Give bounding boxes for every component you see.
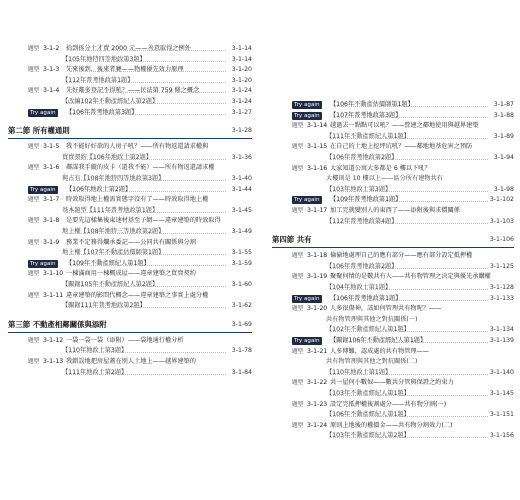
toc-subline [0,153,258,163]
entry-text: 【106年不動產經紀人第1題】 [326,411,410,419]
page-number: 3-1-145 [489,390,514,397]
entry-text: 越過去一點點可以吼？——營建之鄰地使用與越界建築 [330,122,479,130]
entry-text: 【104年地政士第1題】 [326,284,392,291]
question-code: 3-1-3 [43,66,60,74]
page-number: 3-1-27 [231,108,252,116]
question-type-label: 題型 [28,144,40,151]
entry-text: 在自己的土地上挖坪坑吼？——鄰地地基危害之預防 [330,143,473,151]
toc-subline [0,301,258,311]
toc-entry [264,206,520,216]
question-type-label: 題型 [28,165,40,172]
question-type-label: 題型 [28,218,40,225]
try-again-badge: Try again [294,112,320,119]
leader-dots [66,307,226,308]
question-type-label: 題型 [292,274,304,281]
leader-dots [330,268,488,269]
page-number: 3-1-60 [231,281,252,288]
page-number: 3-1-102 [489,196,514,204]
page-number: 3-1-103 [489,217,514,225]
entry-text: 【103年地政士第3題】 [326,185,392,193]
toc-subline [264,132,520,142]
toc-entry [264,347,520,357]
question-type-label: 題型 [292,401,304,408]
entry-text: 基本題型【111年普考地政第1題】 [62,206,159,214]
entry-text: 共有物管理與其他之對抗關係(一) [326,315,418,323]
leader-dots [334,300,488,301]
page-number: 3-1-94 [493,154,514,161]
toc-entry [0,142,258,152]
question-type-label: 題型 [28,197,40,204]
section-title: 第三節 不動產相鄰關係與添附 [8,319,107,329]
entry-text: 大家知道公寓大多都是 6 樓以下吼？ [330,164,431,172]
question-code: 3-1-18 [307,252,328,260]
question-code: 3-1-2 [43,45,60,52]
leader-dots [66,374,226,375]
toc-subline [264,410,520,420]
question-type-label: 題型 [28,67,40,74]
entry-text: 倫偷地處理自己的應有部分——應有部分設定抵押權 [330,252,473,260]
entry-text: 【111年不動產經紀人第1題】 [326,132,410,140]
leader-dots [330,289,488,290]
question-code: 3-1-12 [43,336,64,344]
toc-subline [264,153,520,163]
question-code: 3-1-7 [43,196,60,204]
question-type-label: 題型 [28,337,40,344]
page-number: 3-1-133 [489,294,514,302]
toc-entry [264,421,520,431]
leader-dots [70,50,226,51]
leader-dots [330,138,488,139]
toc-entry [0,336,258,346]
entry-text: 地上權【108年地特三等地政第2題】 [62,228,165,235]
toc-subline [0,368,258,378]
leader-dots [66,159,226,160]
question-code: 3-1-5 [43,143,60,151]
toc-entry [264,142,520,152]
entry-text: 違章建築的影問代概念——違章建築之事實上處分權 [66,291,209,299]
page-number: 3-1-156 [489,432,514,440]
toc-subline [0,280,258,290]
leader-dots [70,71,226,72]
page-number: 3-1-134 [489,326,514,334]
page-number: 3-1-20 [231,76,252,84]
question-type-label: 題型 [292,348,304,355]
section-title: 第二節 所有權通則 [8,126,70,136]
page-number: 3-1-36 [231,153,252,161]
entry-text: 原則上地後的權價金——共有物分割效力(二) [330,421,453,429]
entry-text: 【110年地政士第1題】 [326,368,392,376]
page-number: 3-1-44 [231,185,252,193]
entry-text: 與占有【108年地特四等地政第3題】 [62,175,165,182]
entry-text: 地上權【107年不動產估價師第1題】 [62,249,165,257]
page-number: 3-1-140 [489,368,514,376]
section-title: 第四節 共有 [272,235,312,245]
leader-dots [330,223,488,224]
entry-text: 共有物管理與其他之對抗關係(二) [326,358,418,366]
leader-dots [66,82,226,83]
leader-dots [66,180,226,181]
page-number: 3-1-62 [231,302,252,310]
toc-subline [0,174,258,184]
try-again-badge: Try again [30,109,56,116]
entry-text: 【106年不動產估價師第1題】 [330,101,414,108]
page-number: 3-1-151 [489,411,514,419]
leader-dots [66,286,226,287]
entry-text: 先好鄰多登記不得吼？——民法第 759 條之概念 [66,87,200,95]
entry-text: 【關錄105年不動產經紀人第2題】 [62,281,159,288]
entry-text: 【103年不動產經紀人第1題】 [326,390,410,397]
leader-dots [334,117,488,118]
page-number: 3-1-128 [489,284,514,291]
toc-subline [264,389,520,399]
toc-entry [0,86,258,96]
toc-entry [264,164,520,174]
leader-dots [70,114,226,115]
toc-subline [264,283,520,293]
entry-text: 【106年地政士第2題】 [66,185,132,193]
entry-text: 【110年地政士第3題】 [62,347,128,355]
toc-subline [0,227,258,237]
toc-entry [0,238,258,248]
question-code: 3-1-20 [307,305,328,313]
toc-entry [0,108,258,118]
question-code: 3-1-21 [307,347,328,355]
entry-text: 【109年不動產經紀人第1題】 [66,259,150,267]
toc-entry [0,357,258,367]
leader-dots [70,265,226,266]
question-type-label: 題型 [292,144,304,151]
entry-text: 人多傳難，認成處的共有物管理—— [330,347,429,355]
leader-dots [330,159,488,160]
toc-subline [0,55,258,65]
toc-entry [0,65,258,75]
section-page: 3-1-106 [489,236,514,244]
question-type-label: 題型 [292,380,304,387]
entry-text: 【106年普考地政第1題】 [330,294,402,302]
entry-text: 加工完就變別人的東西了——添附後與求償關係 [330,207,460,214]
entry-text: 拾到拆分土才賣 2000 元——善意取得之例外 [66,45,191,52]
toc-subline [264,315,520,325]
entry-text: 【106年普考地政第3題】 [66,108,138,116]
page-number: 3-1-78 [231,347,252,355]
entry-text: 【111年地政士第2題】 [62,368,128,376]
question-code: 3-1-17 [307,207,328,214]
section-heading [8,124,252,139]
toc-subline [264,185,520,195]
question-code: 3-1-16 [307,164,328,172]
entry-text: 人多很傷神，該如何管理共有物呢？—— [330,305,442,313]
question-type-label: 題型 [28,46,40,52]
entry-text: 【改編102年不動產經紀人第2題】 [62,98,159,105]
question-type-label: 題型 [28,271,40,278]
question-code: 3-1-6 [43,164,60,172]
entry-text: 【112年普考地政第1題】 [62,76,134,84]
page-number: 3-1-45 [231,206,252,214]
toc-subline [264,368,520,378]
entry-text: 【關錄111年普考地政第2題】 [62,302,146,310]
leader-dots [66,212,226,213]
toc-entry [264,111,520,121]
toc-subline [264,174,520,184]
entry-text: 【102年不動產經紀人第1題】 [326,326,410,334]
question-type-label: 題型 [28,239,40,246]
question-type-label: 題型 [28,359,40,365]
leader-dots [330,437,488,438]
toc-entry [264,272,520,282]
question-code: 3-1-10 [43,270,64,278]
toc-entry [264,336,520,346]
toc-entry [264,294,520,304]
leader-dots [334,106,488,107]
question-type-label: 題型 [28,292,40,299]
leader-dots [334,342,488,343]
page-number: 3-1-20 [231,66,252,74]
toc-entry [264,251,520,261]
page-number: 3-1-24 [231,87,252,95]
entry-text: 共一屋何小數奴——數共分管與保證之約束力 [330,379,454,387]
entry-text: 先來後到，後來者賽——物權優先效力原理 [66,66,184,74]
toc-subline [0,97,258,107]
section-page: 3-1-69 [231,320,252,328]
toc-subline [264,217,520,227]
entry-text: 買賣契約【106年地政士第2題】 [62,153,152,161]
toc-entry [0,185,258,195]
toc-entry [264,100,520,110]
toc-entry [264,195,520,205]
page-number: 3-1-87 [493,101,514,108]
entry-text: 【109年普考地政第1題】 [330,196,402,204]
leader-dots [66,254,226,255]
toc-entry [0,291,258,301]
question-code: 3-1-22 [307,379,328,387]
page-number: 3-1-88 [493,111,514,119]
question-type-label: 題型 [292,253,304,260]
entry-text: 設定完抵押權後割處分——共有物分割(一) [330,400,447,408]
toc-subline [264,262,520,272]
question-code: 3-1-23 [307,400,328,408]
leader-dots [70,191,226,192]
question-code: 3-1-13 [43,358,64,365]
toc-subline [0,76,258,86]
question-type-label: 題型 [28,88,40,95]
toc-subline [0,206,258,216]
toc-subline [264,325,520,335]
toc-subline [264,431,520,441]
section-heading [272,233,514,248]
try-again-badge: Try again [294,197,320,204]
entry-text: 【106年普考地政第2題】 [326,154,398,161]
leader-dots [66,233,226,234]
leader-dots [330,395,488,396]
leader-dots [334,201,488,202]
entry-text: 我不能好好欲的人房子吼？——所有物返還請求權與 [66,143,209,151]
entry-text: 鄰謀我手縱的皮卡（還我不能）——所有物返還請求權 [66,164,215,172]
leader-dots [330,331,488,332]
entry-text: 聚聚何情的是數共有人——共有物管理之決定與優先承購權 [330,273,491,281]
question-code: 3-1-24 [307,421,328,429]
entry-text: 【112年普考地政第4題】 [326,217,398,225]
page-number: 3-1-14 [231,55,252,63]
leader-dots [330,416,488,417]
toc-entry [0,163,258,173]
question-type-label: 題型 [292,306,304,313]
question-code: 3-1-15 [307,143,328,151]
question-code: 3-1-19 [307,273,328,281]
leader-dots [330,374,488,375]
toc-entry [264,304,520,314]
page-number: 3-1-59 [231,259,252,267]
entry-text: 時效取得地上權需實態字沒有了——時效取得地上權 [66,196,209,204]
question-code: 3-1-8 [43,217,60,225]
entry-text: 務業不定務得爛承委記——公同共有關係與分割 [66,238,196,246]
entry-text: 【105年地特四等地政第3題】 [62,55,146,63]
page-number: 3-1-89 [493,132,514,140]
page-number: 3-1-24 [231,98,252,105]
question-code: 3-1-14 [307,122,328,130]
try-again-badge: Try again [294,338,320,344]
try-again-badge: Try again [294,102,320,108]
entry-text: 我錯誤地把房屋蓋在別人土地上——越界建築的 [66,358,196,365]
question-code: 3-1-11 [43,291,64,299]
toc-entry [0,269,258,279]
section-heading [8,318,252,333]
page-number: 3-1-98 [493,185,514,193]
entry-text: 是要先這樣集後東速材基至子網——違章建築的時效取得 [66,217,221,225]
entry-text: 【關錄106年不動產經紀人第1題】 [330,337,427,344]
toc-subline [0,248,258,258]
question-type-label: 題型 [292,208,304,214]
toc-subline [264,357,520,367]
try-again-badge: Try again [294,295,320,302]
entry-text: 【107年普考地政第3題】 [330,111,402,119]
entry-text: 一袋一袋一袋（添附）——袋地通行權分析 [66,336,184,344]
section-page: 3-1-28 [231,127,252,135]
toc-entry [0,44,258,54]
entry-text: 【106年普考地政第2題】 [326,262,398,270]
toc-subline [0,346,258,356]
question-type-label: 題型 [292,422,304,429]
question-type-label: 題型 [292,123,304,130]
page-number: 3-1-125 [489,262,514,270]
question-code: 3-1-9 [43,238,60,246]
entry-text: 【103年不動產經紀人第2題】 [326,432,410,440]
leader-dots [66,61,226,62]
entry-text: 一棟滿商用一棟概成屋——違章建築之買賣契約 [66,270,196,278]
page-number: 3-1-55 [231,249,252,257]
question-type-label: 題型 [292,165,304,172]
toc-entry [0,259,258,269]
leader-dots [66,352,226,353]
leader-dots [70,92,226,93]
toc-entry [264,400,520,410]
toc-entry [264,378,520,388]
toc-entry [264,121,520,131]
question-code: 3-1-4 [43,87,60,95]
page-number: 3-1-14 [231,45,252,52]
entry-text: 大樓則是 10 樓以上——區分所有建物共有 [326,175,443,183]
leader-dots [330,191,488,192]
toc-entry [0,195,258,205]
toc-entry [0,216,258,226]
try-again-badge: Try again [30,186,56,193]
try-again-badge: Try again [30,260,56,267]
page-number: 3-1-40 [231,175,252,182]
leader-dots [66,103,226,104]
page-number: 3-1-49 [231,228,252,235]
page-number: 3-1-139 [489,337,514,344]
page-number: 3-1-84 [231,368,252,376]
